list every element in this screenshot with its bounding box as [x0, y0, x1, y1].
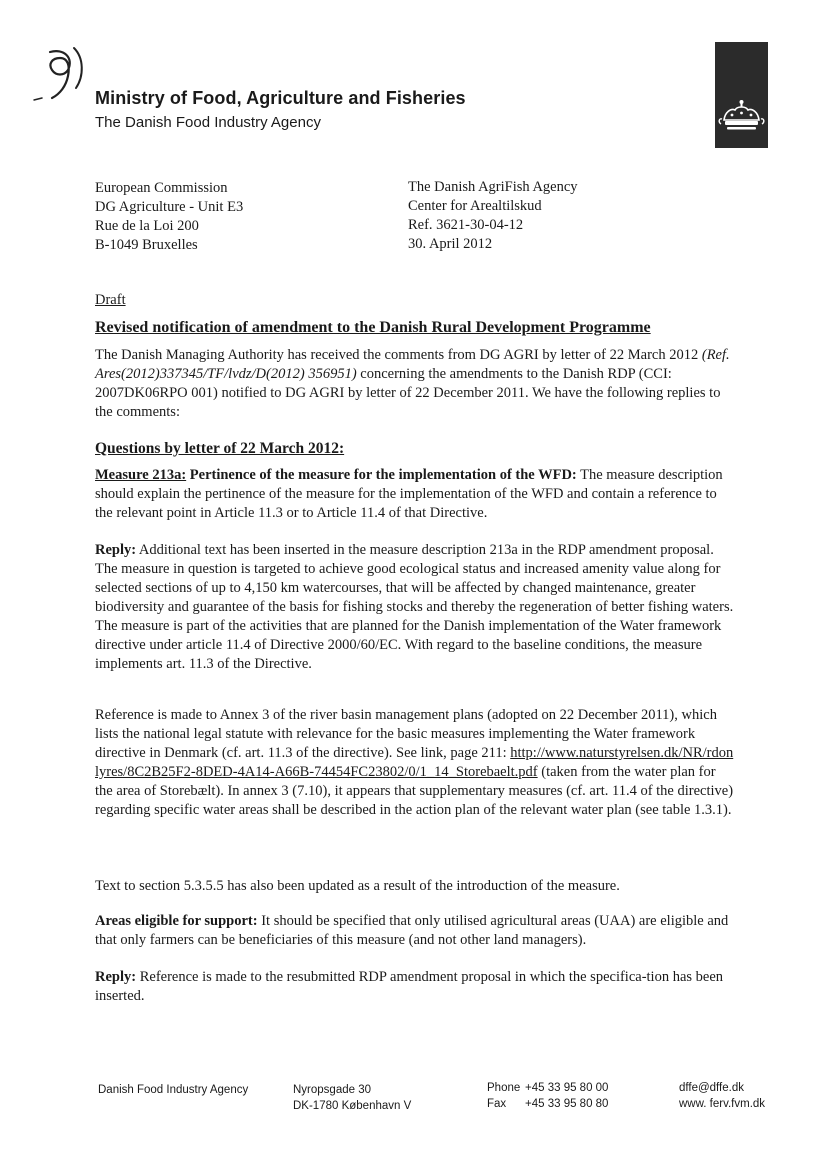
footer-email[interactable]: dffe@dffe.dk	[679, 1082, 744, 1094]
recipient-line: Rue de la Loi 200	[95, 218, 199, 234]
recipient-address	[95, 179, 243, 255]
agency-name: The Danish Food Industry Agency	[95, 114, 321, 131]
measure-text: The measure description should explain the pertinence of the measure for the implementation of the WFD and contain a reference to the relevant point in Article 11.3 or to Article 11.4 of that Directive.	[95, 467, 723, 521]
royal-crown-logo	[715, 42, 768, 148]
recipient-line: European Commission	[95, 180, 228, 196]
footer-online	[679, 1080, 765, 1112]
phone-number: +45 33 95 80 00	[525, 1082, 609, 1094]
fax-number: +45 33 95 80 80	[525, 1098, 609, 1110]
ministry-name: Ministry of Food, Agriculture and Fisheries	[95, 88, 466, 108]
intro-text: The Danish Managing Authority has received the comments from DG AGRI by letter of 22 March 2012	[95, 347, 702, 363]
areas-eligible-paragraph	[95, 912, 735, 950]
measure-heading: Pertinence of the measure for the implementation of the WFD:	[186, 467, 577, 483]
footer-address	[293, 1082, 411, 1114]
measure-213a-paragraph	[95, 466, 735, 523]
intro-text: concerning the amendments to the Danish RDP (CCI: 2007DK06RPO 001) notified to DG AGRI by letter of 22 December 2011. We have the following replies to the comments:	[95, 366, 721, 420]
recipient-line: B-1049 Bruxelles	[95, 237, 198, 253]
phone-label: Phone	[487, 1082, 521, 1094]
sender-line: Ref. 3621-30-04-12	[408, 217, 524, 233]
footer-agency: Danish Food Industry Agency	[98, 1084, 249, 1096]
section-update-paragraph: Text to section 5.3.5.5 has also been updated as a result of the introduction of the measure.	[95, 878, 620, 894]
sender-line: Center for Arealtilskud	[408, 198, 542, 214]
reference-paragraph	[95, 706, 735, 820]
questions-heading: Questions by letter of 22 March 2012:	[95, 440, 345, 457]
reply-label: Reply:	[95, 969, 137, 985]
reply-paragraph	[95, 968, 735, 1006]
footer-contact	[487, 1080, 608, 1112]
reply-paragraph	[95, 541, 735, 674]
intro-reference: (Ref. Ares(2012)337345/TF/lvdz/D(2012) 356951)	[95, 347, 730, 382]
areas-label: Areas eligible for support:	[95, 913, 258, 929]
draft-label: Draft	[95, 292, 126, 308]
reference-text: (taken from the water plan for the area of Storebælt). In annex 3 (7.10), it appears that supplementary measures (cf. art. 11.4 of the directive) regarding specific water areas shall be described in the action plan of the relevant water plan (see table 1.3.1).	[95, 764, 734, 818]
reply-text: Additional text has been inserted in the measure description 213a in the RDP amendment proposal. The measure in question is targeted to achieve good ecological status and increased amenity value along for selected sections of up to 4,150 km watercourses, that will be affected by changed maintenance, greater biodiversity and guarantee of the basis for fishing stocks and thereby the regeneration of better fishing waters. The measure is part of the activities that are planned for the Danish implementation of the Water framework directive under article 11.4 of Directive 2000/60/EC. With regard to the baseline conditions, the measure implements art. 11.3 of the Directive.	[95, 542, 734, 672]
reply-text: Reference is made to the resubmitted RDP amendment proposal in which the specifica-tion has been inserted.	[95, 969, 724, 1004]
sender-line: 30. April 2012	[408, 236, 493, 252]
fax-label: Fax	[487, 1098, 507, 1110]
measure-label: Measure 213a:	[95, 467, 187, 483]
footer-city: DK-1780 København V	[293, 1100, 412, 1112]
water-plan-link[interactable]: http://www.naturstyrelsen.dk/NR/rdonlyres/8C2B25F2-8DED-4A14-A66B-74454FC23802/0/1_14_Storebaelt.pdf	[95, 745, 734, 780]
document-title: Revised notification of amendment to the Danish Rural Development Programme	[95, 319, 651, 336]
reference-text: Reference is made to Annex 3 of the river basin management plans (adopted on 22 December 2011), which lists the national legal statute with relevance for the basic measures implementing the Water framework directive in Denmark (cf. art. 11.3 of the directive). See link, page 211:	[95, 707, 717, 761]
reply-label: Reply:	[95, 542, 137, 558]
intro-paragraph	[95, 346, 735, 422]
footer-street: Nyropsgade 30	[293, 1084, 371, 1096]
sender-address	[408, 178, 578, 254]
footer-website[interactable]: www. ferv.fvm.dk	[679, 1098, 766, 1110]
recipient-line: DG Agriculture - Unit E3	[95, 199, 244, 215]
areas-text: It should be specified that only utilised agricultural areas (UAA) are eligible and that only farmers can be beneficiaries of this measure (and not other land managers).	[95, 913, 729, 948]
sender-line: The Danish AgriFish Agency	[408, 179, 578, 195]
handwritten-page-number	[30, 44, 90, 104]
